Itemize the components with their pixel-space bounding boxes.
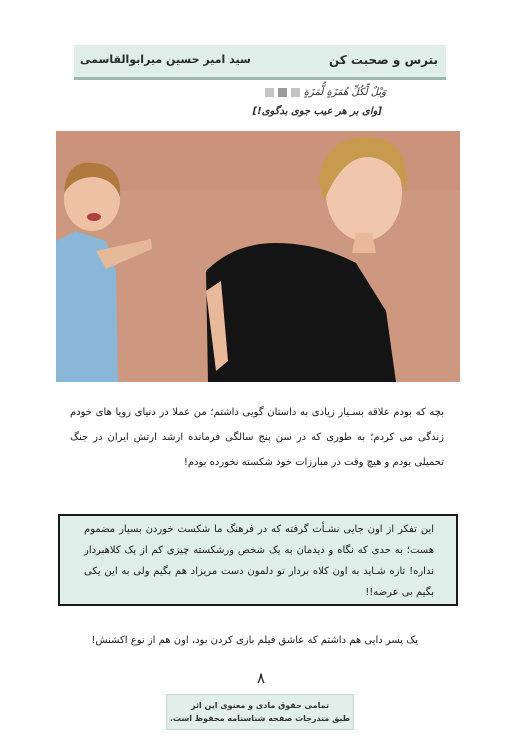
page-number: ۸ [256, 669, 266, 687]
book-title: بترس و صحبت کن [328, 53, 438, 67]
verse-row [265, 84, 386, 100]
copyright-line-1: تمامی حقوق مادی و معنوی این اثر [191, 701, 329, 710]
quran-verse: وَيْلٌ لِّكُلِّ هُمَزَةٍ لُّمَزَةٍ [303, 86, 386, 98]
page-header [74, 45, 446, 80]
ornament-square-icon [291, 88, 300, 97]
ornament-square-icon [265, 88, 274, 97]
copyright-notice [166, 694, 354, 730]
ornament-square-icon [278, 88, 287, 97]
paragraph-2: این تفکر از اون جایی نشـأت گرفته که در فرهنگ ما شکست خوردن بسیار مضموم هست؛ به حدی که نگاه و دیدمان به یک شخص ورشکسته چیزی کم از یک کلاهبردار نداره! تازه شـاید به اون کلاه بردار تو دلمون دست مریزاد هم بگیم ولی به این یکی بگیم بی عرضه!! [84, 524, 434, 598]
paragraph-1: بچه که بودم علاقه بسـیار زیادی به داستان گویی داشتم؛ من عملا در دنیای رویا های خودم زندگی می کردم؛ به طوری که در سن پنج سالگی فرمانده ارشد ارتش ایران در جنگ تحمیلی بودم و هیچ وقت در مبارزات خود شکسته نخورده بودم! [70, 407, 444, 468]
boys-photo [56, 131, 460, 382]
verse-translation: [وای بر هر عیب جوی بدگوی!] [252, 106, 382, 117]
copyright-line-2: طبق مندرجات صفحه شناسنامه محفوظ است. [169, 714, 351, 723]
paragraph-3: یک پسر دایی هم داشتم که عاشق فیلم بازی کردن بود، اون هم از نوع اکشنش! [91, 635, 418, 646]
boys-illustration [56, 131, 460, 382]
highlight-box [58, 514, 458, 606]
author-name: سید امیر حسین میرابوالقاسمی [80, 53, 251, 66]
